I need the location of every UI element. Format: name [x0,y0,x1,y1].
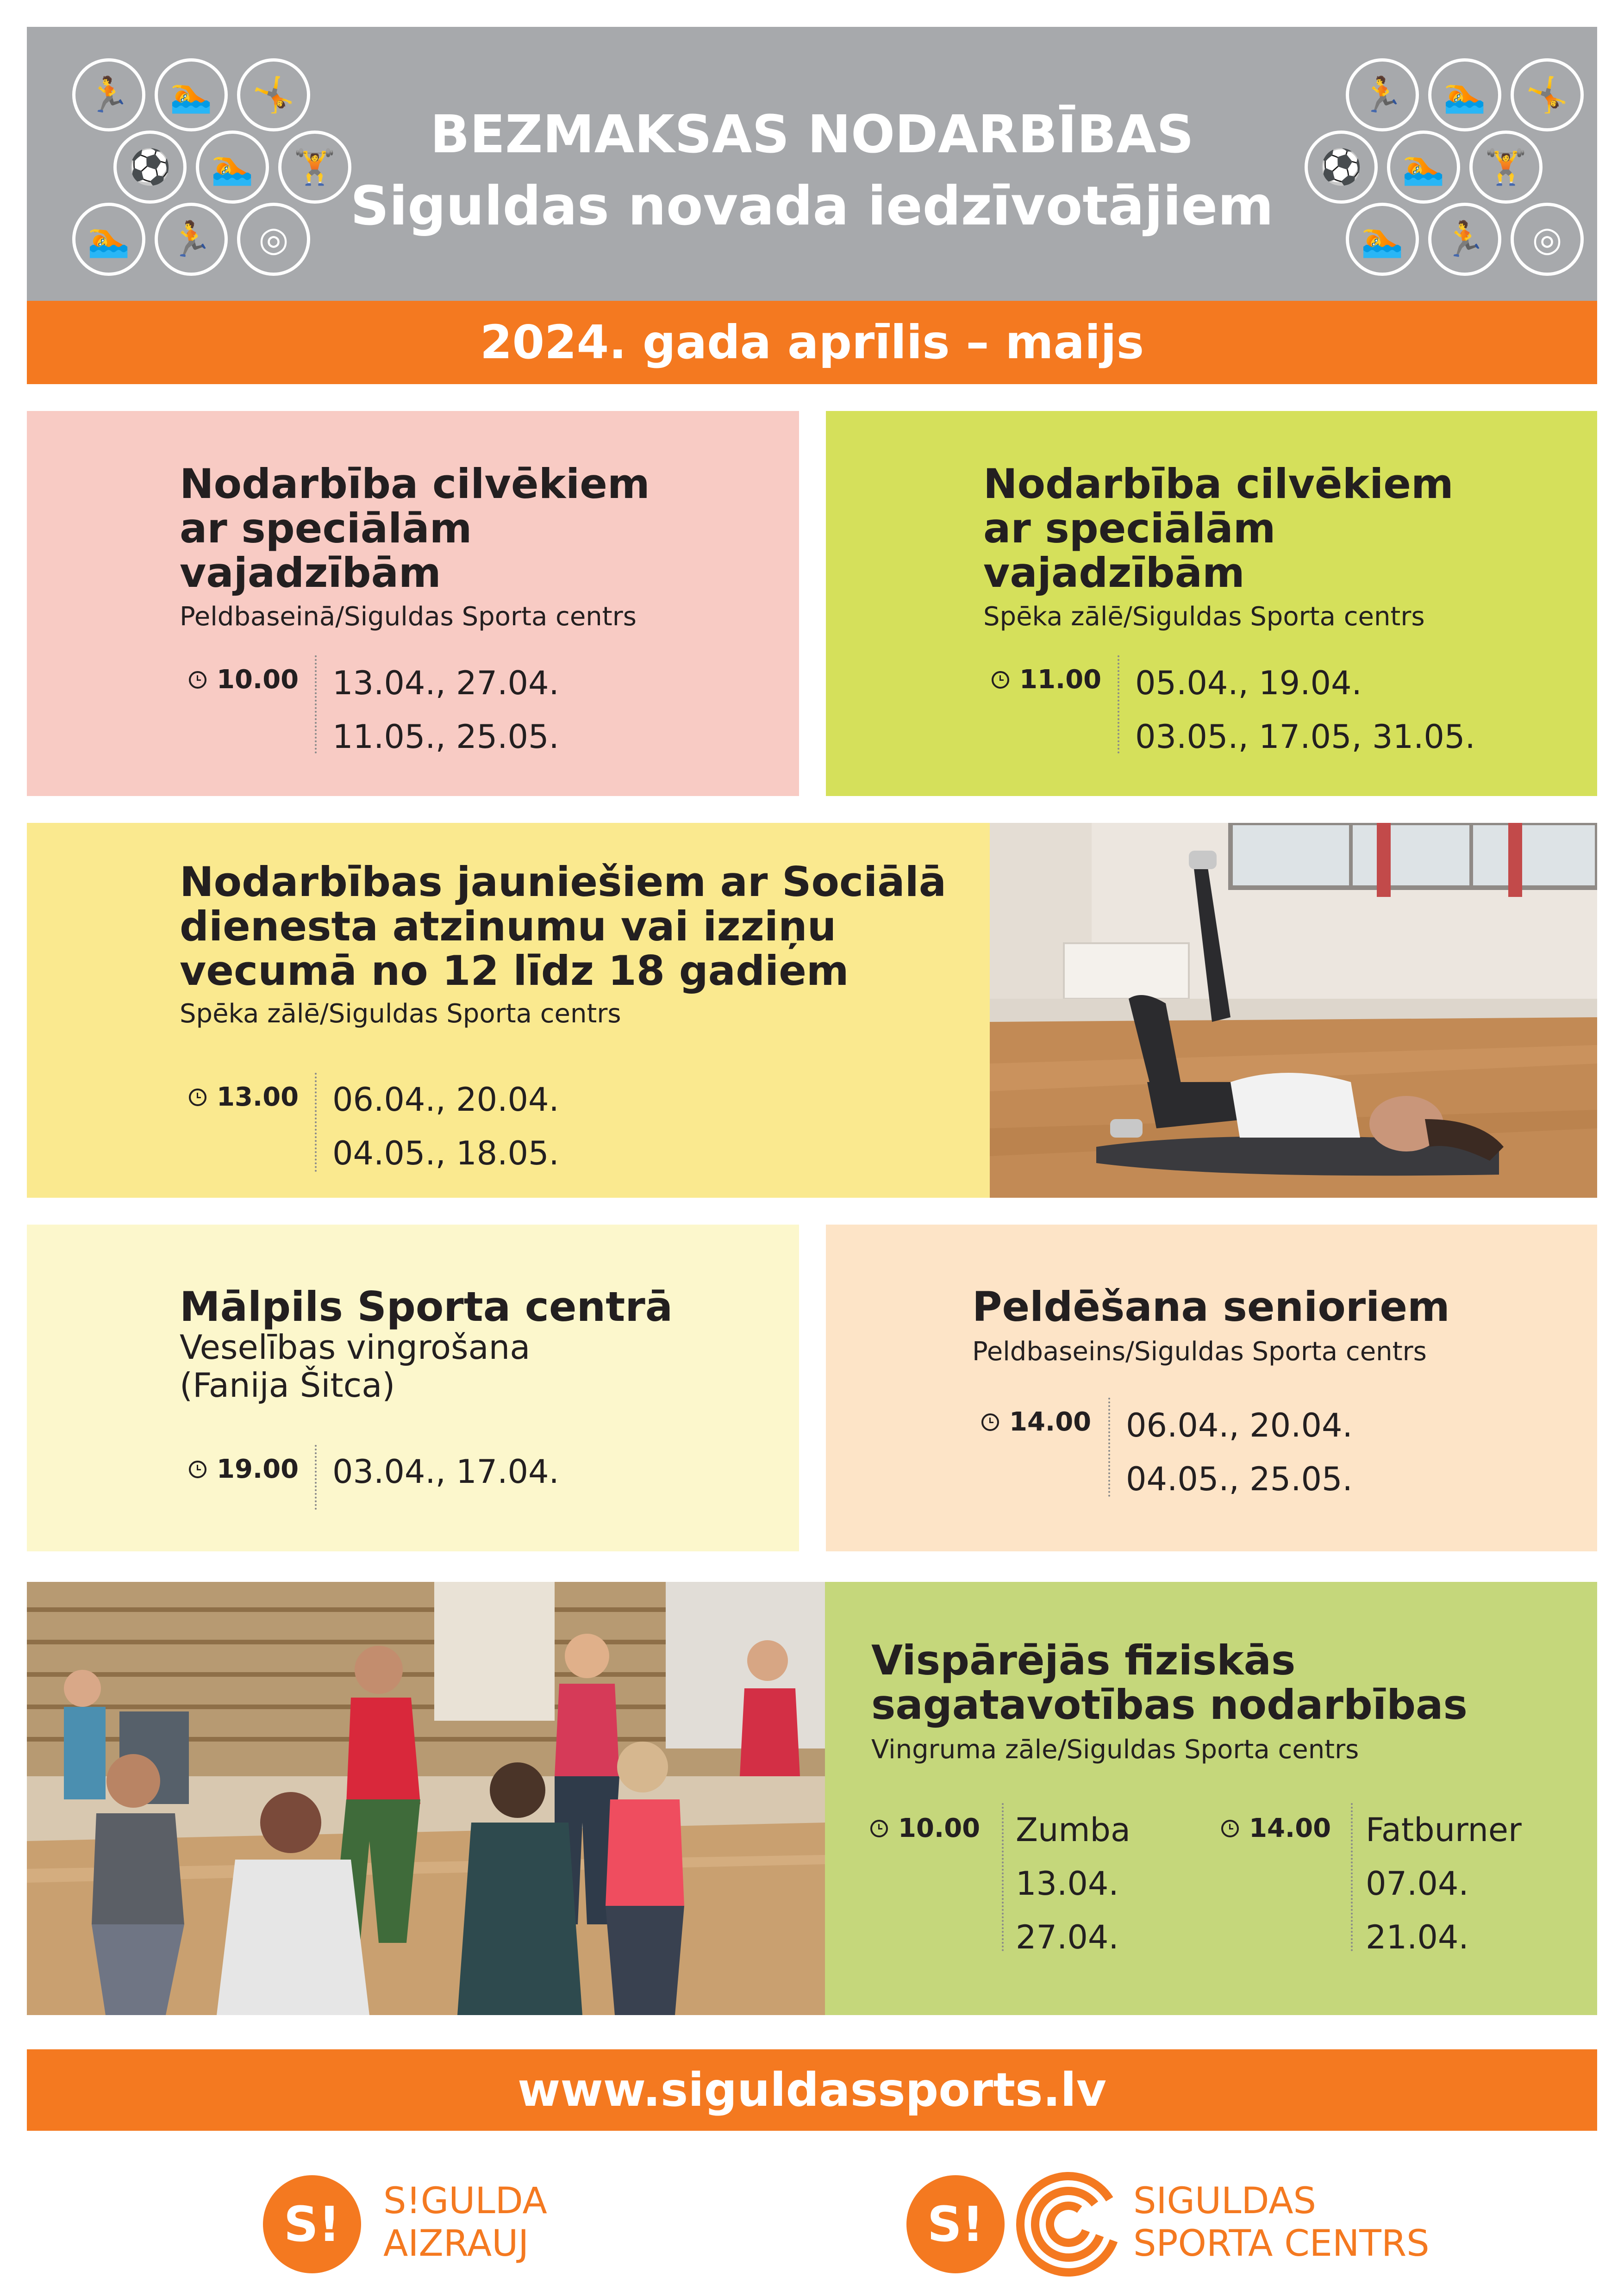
divider [1108,1398,1110,1497]
date-range: 2024. gada aprīlis – maijs [480,315,1144,369]
card-dates: 03.04., 17.04. [332,1453,559,1491]
sigulda-aizrauj-logo: S! [263,2175,361,2273]
divider [1002,1803,1004,1951]
photo-group-fitness-illustration [27,1582,825,2015]
clock-icon [189,1461,206,1478]
swimming-slide-icon: 🏊 [1443,75,1487,115]
weightlifting-icon: 🏋 [293,147,337,187]
card-title: Nodarbība cilvēkiem ar speciālām vajadzībām [180,460,650,597]
clock-icon [981,1413,999,1431]
weightlifting-icon: 🏋 [1484,147,1528,187]
card-dates: 05.04., 19.04. 03.05., 17.05, 31.05. [1135,664,1475,756]
running-track-icon: ◎ [258,219,289,259]
stretching-icon: 🤸 [252,75,295,115]
card-subtitle: Veselības vingrošana (Fanija Šitca) [180,1328,531,1405]
card-time: 19.00 [189,1454,299,1484]
card-location: Vingruma zāle/Siguldas Sporta centrs [871,1735,1359,1765]
swimming-pool-icon: 🏊 [1402,147,1445,187]
card-title: Mālpils Sporta centrā [180,1283,673,1331]
header-title: BEZMAKSAS NODARBĪBAS [430,105,1194,165]
sport-icons-left [72,58,337,276]
card-dates: 06.04., 20.04. 04.05., 25.05. [1126,1406,1353,1498]
card-title: Peldēšana senioriem [972,1283,1450,1331]
divider [315,655,317,753]
swimming-pool-icon: 🏊 [211,147,254,187]
activity-card-general-fitness [825,1582,1597,2015]
football-icon: ⚽ [1319,147,1363,187]
fatburner-schedule: Fatburner 07.04. 21.04. [1366,1811,1522,1956]
activity-card-youth [27,823,990,1198]
card-dates: 06.04., 20.04. 04.05., 18.05. [332,1081,559,1172]
clock-icon [189,671,206,689]
website-link[interactable]: www.siguldassports.lv [517,2063,1107,2117]
divider [315,1445,317,1510]
card-time: 13.00 [189,1082,299,1112]
card-time: 11.00 [992,665,1101,695]
swimming-slide-icon: 🏊 [169,75,213,115]
stretching-icon: 🤸 [1525,75,1569,115]
activity-card-senior-swimming [826,1225,1597,1551]
header-banner [27,27,1597,301]
running-track-icon: ◎ [1532,219,1562,259]
running-icon: 🏃 [87,75,131,115]
clock-icon [992,671,1009,689]
clock-icon [1221,1820,1239,1837]
card-location: Peldbaseinā/Siguldas Sporta centrs [180,602,637,632]
swimmer-icon: 🏊 [87,219,131,259]
clock-icon [189,1089,206,1106]
card-title: Nodarbības jauniešiem ar Sociālā dienesta atzinumu vai izziņu vecumā no 12 līdz 18 gadiem [180,858,947,995]
website-bar [27,2049,1597,2131]
photo-floor-exercise [990,823,1597,1198]
photo-floor-exercise-illustration [990,823,1597,1198]
sporta-centrs-track-logo-icon [1015,2171,1122,2278]
treadmill-icon: 🏃 [1443,219,1487,259]
date-range-bar [27,301,1597,384]
card-time-morning: 10.00 [870,1813,980,1843]
card-time: 10.00 [189,665,299,695]
activity-card-special-needs-gym [826,411,1597,796]
card-dates: 13.04., 27.04. 11.05., 25.05. [332,664,559,756]
sport-icons-right [1305,58,1569,276]
divider [1351,1803,1353,1951]
card-time-afternoon: 14.00 [1221,1813,1331,1843]
card-location: Spēka zālē/Siguldas Sporta centrs [180,999,621,1029]
card-title: Nodarbība cilvēkiem ar speciālām vajadzībām [983,460,1454,597]
card-title: Vispārējās fiziskās sagatavotības nodarbības [871,1636,1468,1729]
divider [1118,655,1119,753]
activity-card-special-needs-pool [27,411,799,796]
swimmer-icon: 🏊 [1361,219,1404,259]
sigulda-aizrauj-text: S!GULDA AIZRAUJ [383,2180,547,2265]
treadmill-icon: 🏃 [169,219,213,259]
siguldas-sporta-centrs-logo: S! [906,2175,1005,2273]
football-icon: ⚽ [128,147,172,187]
activity-card-malpils [27,1225,799,1551]
card-location: Spēka zālē/Siguldas Sporta centrs [983,602,1425,632]
divider [315,1073,317,1172]
zumba-schedule: Zumba 13.04. 27.04. [1016,1811,1131,1956]
card-time: 14.00 [981,1407,1091,1437]
photo-group-fitness [27,1582,825,2015]
clock-icon [870,1820,888,1837]
header-subtitle: Siguldas novada iedzīvotājiem [350,175,1274,237]
running-icon: 🏃 [1361,75,1404,115]
siguldas-sporta-centrs-text: SIGULDAS SPORTA CENTRS [1133,2180,1430,2265]
card-location: Peldbaseins/Siguldas Sporta centrs [972,1337,1427,1367]
